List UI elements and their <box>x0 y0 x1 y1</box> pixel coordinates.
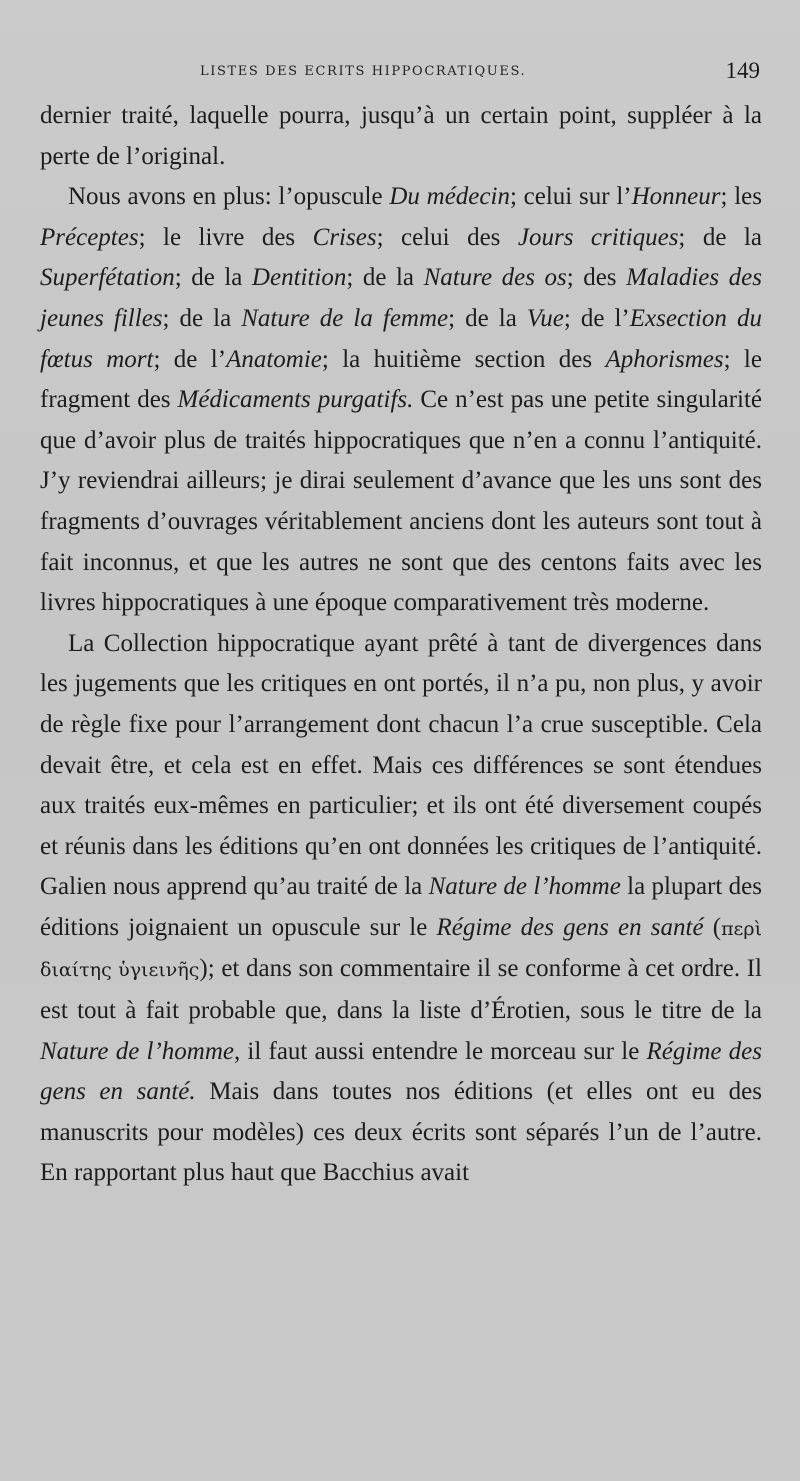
italic-title: Exsection du fœtus mort <box>40 304 762 373</box>
text-run: ; de l’ <box>153 345 227 373</box>
italic-title: Du médecin <box>389 183 510 211</box>
text-run: ; de la <box>448 304 527 332</box>
italic-title: Nature de l’homme <box>40 1037 234 1065</box>
paragraph-2 <box>40 177 762 624</box>
italic-title: Nature des os <box>423 264 567 292</box>
italic-title: Nature de la femme <box>241 304 449 332</box>
text-run: ; de la <box>346 264 424 292</box>
paragraph-1 <box>40 96 762 177</box>
text-run: ; de la <box>678 223 762 251</box>
paragraph-3 <box>40 624 762 1194</box>
text-run: ; celui des <box>376 223 518 251</box>
text-run: ; de la <box>174 264 252 292</box>
text-run: ; le fragment des <box>40 345 762 414</box>
italic-title: Aphorismes <box>605 345 724 373</box>
text-run: Ce n’est pas une petite singularité que d’avoir plus de traités hippocratiques que n’en a connu l’antiquité. J’y reviendrai ailleurs; je dirai seulement d’avance que les uns sont des fragments d’ouvrages véritablement anciens dont les auteurs sont tout à fait inconnus, et que les autres ne sont que des centons faits avec les livres hippocratiques à une époque comparativement très moderne. <box>40 386 763 617</box>
running-head <box>40 58 762 88</box>
text-run: , il faut aussi entendre le morceau sur le <box>233 1037 647 1065</box>
text-run: la plupart des éditions joignaient un opuscule sur le <box>40 873 762 941</box>
greek-text: περὶ διαίτης ὑγιεινῆς <box>40 917 763 982</box>
italic-title: Maladies des jeunes filles <box>40 264 762 332</box>
text-run: ; des <box>566 264 627 292</box>
italic-title: Crises <box>312 223 377 251</box>
text-run: ; de l’ <box>563 304 630 332</box>
italic-title: Régime des gens en santé <box>436 913 704 941</box>
italic-title: Honneur <box>631 183 721 211</box>
italic-title: Dentition <box>251 264 347 292</box>
text-run: ; le livre des <box>138 223 313 251</box>
italic-title: Anatomie <box>226 345 322 373</box>
text-run: ; les <box>720 183 763 211</box>
text-run: Nous avons en plus: l’opuscule <box>68 183 390 211</box>
text-run: ; la huitième section des <box>321 345 606 373</box>
text-run: ; celui sur l’ <box>509 183 632 211</box>
text-run: ; de la <box>162 304 242 332</box>
italic-title: Vue <box>526 304 564 332</box>
text-run: dernier traité, laquelle pourra, jusqu’à un certain point, suppléer à la perte de l’original. <box>40 102 762 170</box>
text-run: ); et dans son commentaire il se conforme à cet ordre. Il est tout à fait probable que, dans la liste d’Érotien, sous le titre de la <box>40 955 763 1025</box>
text-run: La Collection hippocratique ayant prêté à tant de divergences dans les jugements que les critiques en ont portés, il n’a pu, non plus, y avoir de règle fixe pour l’arrangement dont chacun l’a crue susceptible. Cela devait être, et cela est en effet. Mais ces différences se sont étendues aux traités eux-mêmes en particulier; et ils ont été diversement coupés et réunis dans les éditions qu’en ont données les critiques de l’antiquité. Galien nous apprend qu’au traité de la <box>40 629 762 901</box>
italic-title: Médicaments purgatifs. <box>177 386 414 414</box>
italic-title: Jours critiques <box>517 223 679 251</box>
running-title: LISTES DES ECRITS HIPPOCRATIQUES. <box>200 64 527 79</box>
text-run: ( <box>703 913 722 941</box>
page-number: 149 <box>725 58 760 83</box>
italic-title: Préceptes <box>40 223 139 251</box>
italic-title: Régime des gens en santé. <box>40 1037 762 1106</box>
italic-title: Superfétation <box>40 264 175 292</box>
body-text <box>40 96 762 1194</box>
italic-title: Nature de l’homme <box>428 873 621 901</box>
text-run: Mais dans toutes nos éditions (et elles ont eu des manuscrits pour modèles) ces deux écrits sont séparés l’un de l’autre. En rapportant plus haut que Bacchius avait <box>40 1078 762 1187</box>
